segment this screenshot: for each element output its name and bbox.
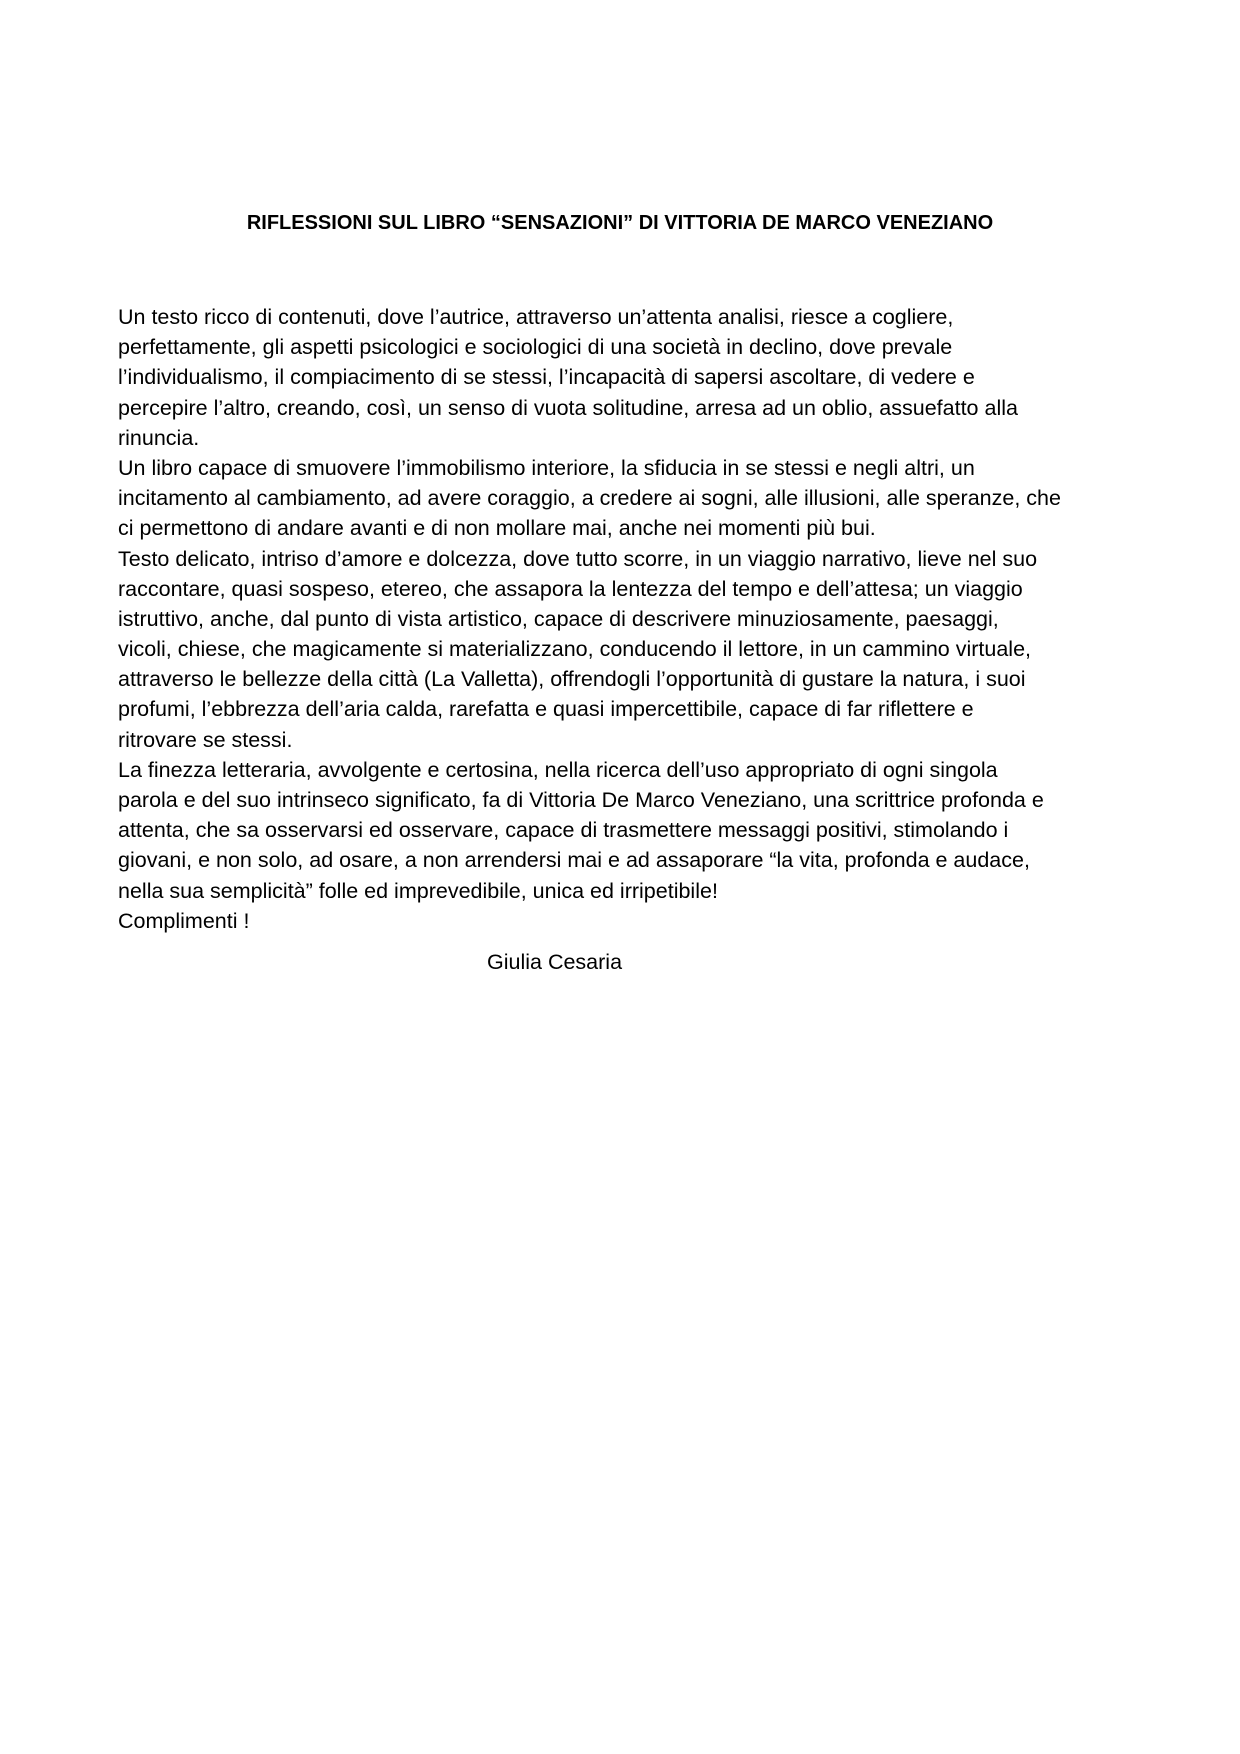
document-body	[118, 302, 1128, 936]
text-line: Un libro capace di smuovere l’immobilismo interiore, la sfiducia in se stessi e negli altri, un	[118, 455, 975, 480]
text-line: percepire l’altro, creando, così, un senso di vuota solitudine, arresa ad un oblio, assuefatto alla	[118, 395, 1018, 420]
text-line: vicoli, chiese, che magicamente si materializzano, conducendo il lettore, in un cammino virtuale,	[118, 637, 1031, 662]
text-line: ci permettono di andare avanti e di non mollare mai, anche nei momenti più bui.	[118, 516, 876, 541]
text-line: perfettamente, gli aspetti psicologici e sociologici di una società in declino, dove prevale	[118, 335, 953, 360]
text-line: incitamento al cambiamento, ad avere coraggio, a credere ai sogni, alle illusioni, alle speranze, che	[118, 486, 1061, 511]
text-line: Testo delicato, intriso d’amore e dolcezza, dove tutto scorre, in un viaggio narrativo, lieve nel suo	[118, 546, 1038, 571]
text-line: giovani, e non solo, ad osare, a non arrendersi mai e ad assaporare “la vita, profonda e audace,	[118, 848, 1030, 873]
text-line: istruttivo, anche, dal punto di vista artistico, capace di descrivere minuziosamente, paesaggi,	[118, 606, 999, 631]
text-line: ritrovare se stessi.	[118, 727, 293, 752]
text-line: parola e del suo intrinseco significato, fa di Vittoria De Marco Veneziano, una scrittrice profonda e	[118, 788, 1044, 812]
text-line: profumi, l’ebbrezza dell’aria calda, rarefatta e quasi impercettibile, capace di far riflettere e	[118, 697, 974, 722]
text-line: Un testo ricco di contenuti, dove l’autrice, attraverso un’attenta analisi, riesce a cogliere,	[118, 305, 954, 329]
document-title: RIFLESSIONI SUL LIBRO “SENSAZIONI” DI VITTORIA DE MARCO VENEZIANO	[246, 212, 994, 234]
text-line: raccontare, quasi sospeso, etereo, che assapora la lentezza del tempo e dell’attesa; un viaggio	[118, 576, 1023, 601]
text-line: l’individualismo, il compiacimento di se stessi, l’incapacità di sapersi ascoltare, di vedere e	[118, 365, 975, 390]
text-line: La finezza letteraria, avvolgente e certosina, nella ricerca dell’uso appropriato di ogni singola	[118, 757, 998, 782]
text-line: attenta, che sa osservarsi ed osservare, capace di trasmettere messaggi positivi, stimolando i	[118, 818, 1009, 843]
text-line: attraverso le bellezze della città (La Valletta), offrendogli l’opportunità di gustare la natura, i suoi	[118, 667, 1026, 692]
author-signature: Giulia Cesaria	[487, 950, 623, 974]
text-line: nella sua semplicità” folle ed imprevedibile, unica ed irripetibile!	[118, 878, 718, 903]
text-line: rinuncia.	[118, 425, 200, 450]
text-line: Complimenti !	[118, 908, 250, 933]
